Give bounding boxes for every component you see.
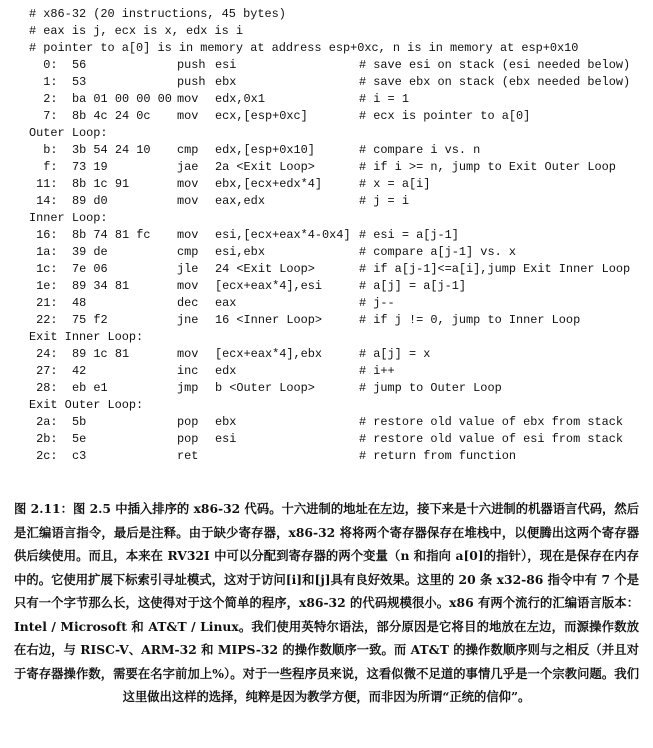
- machine-code-hex: 7e 06: [72, 262, 108, 276]
- mnemonic: inc: [177, 364, 199, 378]
- instruction-comment: # if i >= n, jump to Exit Outer Loop: [359, 160, 616, 174]
- mnemonic: mov: [177, 279, 199, 293]
- instruction-comment: # return from function: [359, 449, 516, 463]
- code-instruction-line: [29, 414, 649, 431]
- mnemonic: push: [177, 75, 206, 89]
- code-instruction-line: [29, 57, 649, 74]
- instruction-comment: # compare a[j-1] vs. x: [359, 245, 516, 259]
- operands: [ecx+eax*4],ebx: [215, 347, 323, 361]
- code-instruction-line: [29, 346, 649, 363]
- code-label-line: [29, 397, 649, 414]
- code-listing: [29, 6, 649, 465]
- operands: edx: [215, 364, 237, 378]
- operands: ebx: [215, 415, 237, 429]
- instruction-comment: # esi = a[j-1]: [359, 228, 459, 242]
- operands: esi,ebx: [215, 245, 265, 259]
- mnemonic: jmp: [177, 381, 199, 395]
- code-header-comment: [29, 40, 649, 57]
- machine-code-hex: 73 19: [72, 160, 108, 174]
- operands: 16 <Inner Loop>: [215, 313, 323, 327]
- operands: esi: [215, 432, 237, 446]
- header-comment-text: # eax is j, ecx is x, edx is i: [29, 24, 244, 38]
- instruction-comment: # jump to Outer Loop: [359, 381, 502, 395]
- machine-code-hex: 8b 1c 91: [72, 177, 130, 191]
- operands: ebx,[ecx+edx*4]: [215, 177, 323, 191]
- address-offset: 21:: [29, 296, 58, 310]
- code-instruction-line: [29, 193, 649, 210]
- instruction-comment: # i = 1: [359, 92, 409, 106]
- operands: 2a <Exit Loop>: [215, 160, 315, 174]
- loop-label: Outer Loop:: [29, 126, 108, 140]
- mnemonic: mov: [177, 228, 199, 242]
- code-instruction-line: [29, 108, 649, 125]
- operands: ebx: [215, 75, 237, 89]
- address-offset: f:: [29, 160, 58, 174]
- machine-code-hex: 56: [72, 58, 87, 72]
- code-instruction-line: [29, 91, 649, 108]
- address-offset: 28:: [29, 381, 58, 395]
- code-instruction-line: [29, 142, 649, 159]
- header-comment-text: # x86-32 (20 instructions, 45 bytes): [29, 7, 286, 21]
- code-header-comment: [29, 23, 649, 40]
- code-label-line: [29, 329, 649, 346]
- operands: eax: [215, 296, 237, 310]
- mnemonic: mov: [177, 109, 199, 123]
- instruction-comment: # x = a[i]: [359, 177, 431, 191]
- mnemonic: mov: [177, 92, 199, 106]
- code-header-comment: [29, 6, 649, 23]
- address-offset: 1a:: [29, 245, 58, 259]
- mnemonic: pop: [177, 432, 199, 446]
- operands: 24 <Exit Loop>: [215, 262, 315, 276]
- instruction-comment: # restore old value of ebx from stack: [359, 415, 624, 429]
- code-instruction-line: [29, 295, 649, 312]
- machine-code-hex: c3: [72, 449, 87, 463]
- machine-code-hex: 53: [72, 75, 87, 89]
- code-instruction-line: [29, 176, 649, 193]
- code-instruction-line: [29, 74, 649, 91]
- machine-code-hex: eb e1: [72, 381, 108, 395]
- address-offset: 14:: [29, 194, 58, 208]
- operands: eax,edx: [215, 194, 265, 208]
- machine-code-hex: 42: [72, 364, 87, 378]
- mnemonic: jle: [177, 262, 199, 276]
- instruction-comment: # if j != 0, jump to Inner Loop: [359, 313, 581, 327]
- mnemonic: jae: [177, 160, 199, 174]
- address-offset: 22:: [29, 313, 58, 327]
- address-offset: 1c:: [29, 262, 58, 276]
- code-instruction-line: [29, 380, 649, 397]
- machine-code-hex: 3b 54 24 10: [72, 143, 151, 157]
- address-offset: 24:: [29, 347, 58, 361]
- mnemonic: cmp: [177, 245, 199, 259]
- code-label-line: [29, 125, 649, 142]
- operands: esi,[ecx+eax*4-0x4]: [215, 228, 351, 242]
- address-offset: 2a:: [29, 415, 58, 429]
- instruction-comment: # restore old value of esi from stack: [359, 432, 624, 446]
- machine-code-hex: 8b 4c 24 0c: [72, 109, 151, 123]
- header-comment-text: # pointer to a[0] is in memory at address esp+0xc, n is in memory at esp+0x10: [29, 41, 579, 55]
- operands: [ecx+eax*4],esi: [215, 279, 323, 293]
- instruction-comment: # a[j] = a[j-1]: [359, 279, 467, 293]
- address-offset: 16:: [29, 228, 58, 242]
- address-offset: 1:: [29, 75, 58, 89]
- instruction-comment: # save ebx on stack (ebx needed below): [359, 75, 631, 89]
- code-instruction-line: [29, 312, 649, 329]
- mnemonic: pop: [177, 415, 199, 429]
- operands: edx,[esp+0x10]: [215, 143, 315, 157]
- machine-code-hex: 89 1c 81: [72, 347, 130, 361]
- code-instruction-line: [29, 363, 649, 380]
- mnemonic: cmp: [177, 143, 199, 157]
- mnemonic: mov: [177, 177, 199, 191]
- machine-code-hex: 89 d0: [72, 194, 108, 208]
- machine-code-hex: 48: [72, 296, 87, 310]
- mnemonic: mov: [177, 347, 199, 361]
- code-instruction-line: [29, 448, 649, 465]
- address-offset: 2c:: [29, 449, 58, 463]
- machine-code-hex: 8b 74 81 fc: [72, 228, 151, 242]
- mnemonic: dec: [177, 296, 199, 310]
- code-instruction-line: [29, 244, 649, 261]
- mnemonic: ret: [177, 449, 199, 463]
- instruction-comment: # i++: [359, 364, 395, 378]
- address-offset: 11:: [29, 177, 58, 191]
- operands: esi: [215, 58, 237, 72]
- mnemonic: mov: [177, 194, 199, 208]
- instruction-comment: # j--: [359, 296, 395, 310]
- code-instruction-line: [29, 227, 649, 244]
- machine-code-hex: 5e: [72, 432, 87, 446]
- operands: ecx,[esp+0xc]: [215, 109, 308, 123]
- machine-code-hex: 89 34 81: [72, 279, 130, 293]
- mnemonic: jne: [177, 313, 199, 327]
- instruction-comment: # ecx is pointer to a[0]: [359, 109, 531, 123]
- address-offset: 2:: [29, 92, 58, 106]
- address-offset: 1e:: [29, 279, 58, 293]
- instruction-comment: # if a[j-1]<=a[i],jump Exit Inner Loop: [359, 262, 631, 276]
- loop-label: Inner Loop:: [29, 211, 108, 225]
- loop-label: Exit Inner Loop:: [29, 330, 144, 344]
- instruction-comment: # save esi on stack (esi needed below): [359, 58, 631, 72]
- loop-label: Exit Outer Loop:: [29, 398, 144, 412]
- operands: b <Outer Loop>: [215, 381, 315, 395]
- code-instruction-line: [29, 278, 649, 295]
- instruction-comment: # a[j] = x: [359, 347, 431, 361]
- address-offset: 7:: [29, 109, 58, 123]
- address-offset: 2b:: [29, 432, 58, 446]
- machine-code-hex: 5b: [72, 415, 87, 429]
- instruction-comment: # j = i: [359, 194, 409, 208]
- code-instruction-line: [29, 159, 649, 176]
- code-label-line: [29, 210, 649, 227]
- code-instruction-line: [29, 261, 649, 278]
- address-offset: 27:: [29, 364, 58, 378]
- figure-caption: 图 2.11：图 2.5 中插入排序的 x86-32 代码。十六进制的地址在左边，接下来是十六进制的机器语言代码，然后是汇编语言指令，最后是注释。由于缺少寄存器，x86-32 将将两个寄存器保存在堆栈中，以便腾出这两个寄存器供后续使用。而且，本来在 RV32I 中可以分配到寄存器的两个变量（n 和指向 a[0]的指针），现在是保存在内存中的。它使用扩展下标索引寻址模式，这对于访问[i]和[j]具有良好效果。这里的 20 条 x32-86 指令中有 7 个是只有一个字节那么长，这使得对于这个简单的程序，x86-32 的代码规模很小。x86 有两个流行的汇编语言版本：Intel / Microsoft 和 AT&T / Linux。我们使用英特尔语法，部分原因是它将目的地放在左边，而源操作数放在右边，与 RISC-V、ARM-32 和 MIPS-32 的操作数顺序一致。而 AT&T 的操作数顺序则与之相反（并且对于寄存器操作数，需要在名字前加上%）。对于一些程序员来说，这看似微不足道的事情几乎是一个宗教问题。我们这里做出这样的选择，纯粹是因为教学方便，而非因为所谓“正统的信仰”。: [14, 501, 639, 704]
- operands: edx,0x1: [215, 92, 265, 106]
- code-instruction-line: [29, 431, 649, 448]
- machine-code-hex: ba 01 00 00 00: [72, 92, 172, 106]
- address-offset: b:: [29, 143, 58, 157]
- machine-code-hex: 75 f2: [72, 313, 108, 327]
- machine-code-hex: 39 de: [72, 245, 108, 259]
- mnemonic: push: [177, 58, 206, 72]
- address-offset: 0:: [29, 58, 58, 72]
- instruction-comment: # compare i vs. n: [359, 143, 481, 157]
